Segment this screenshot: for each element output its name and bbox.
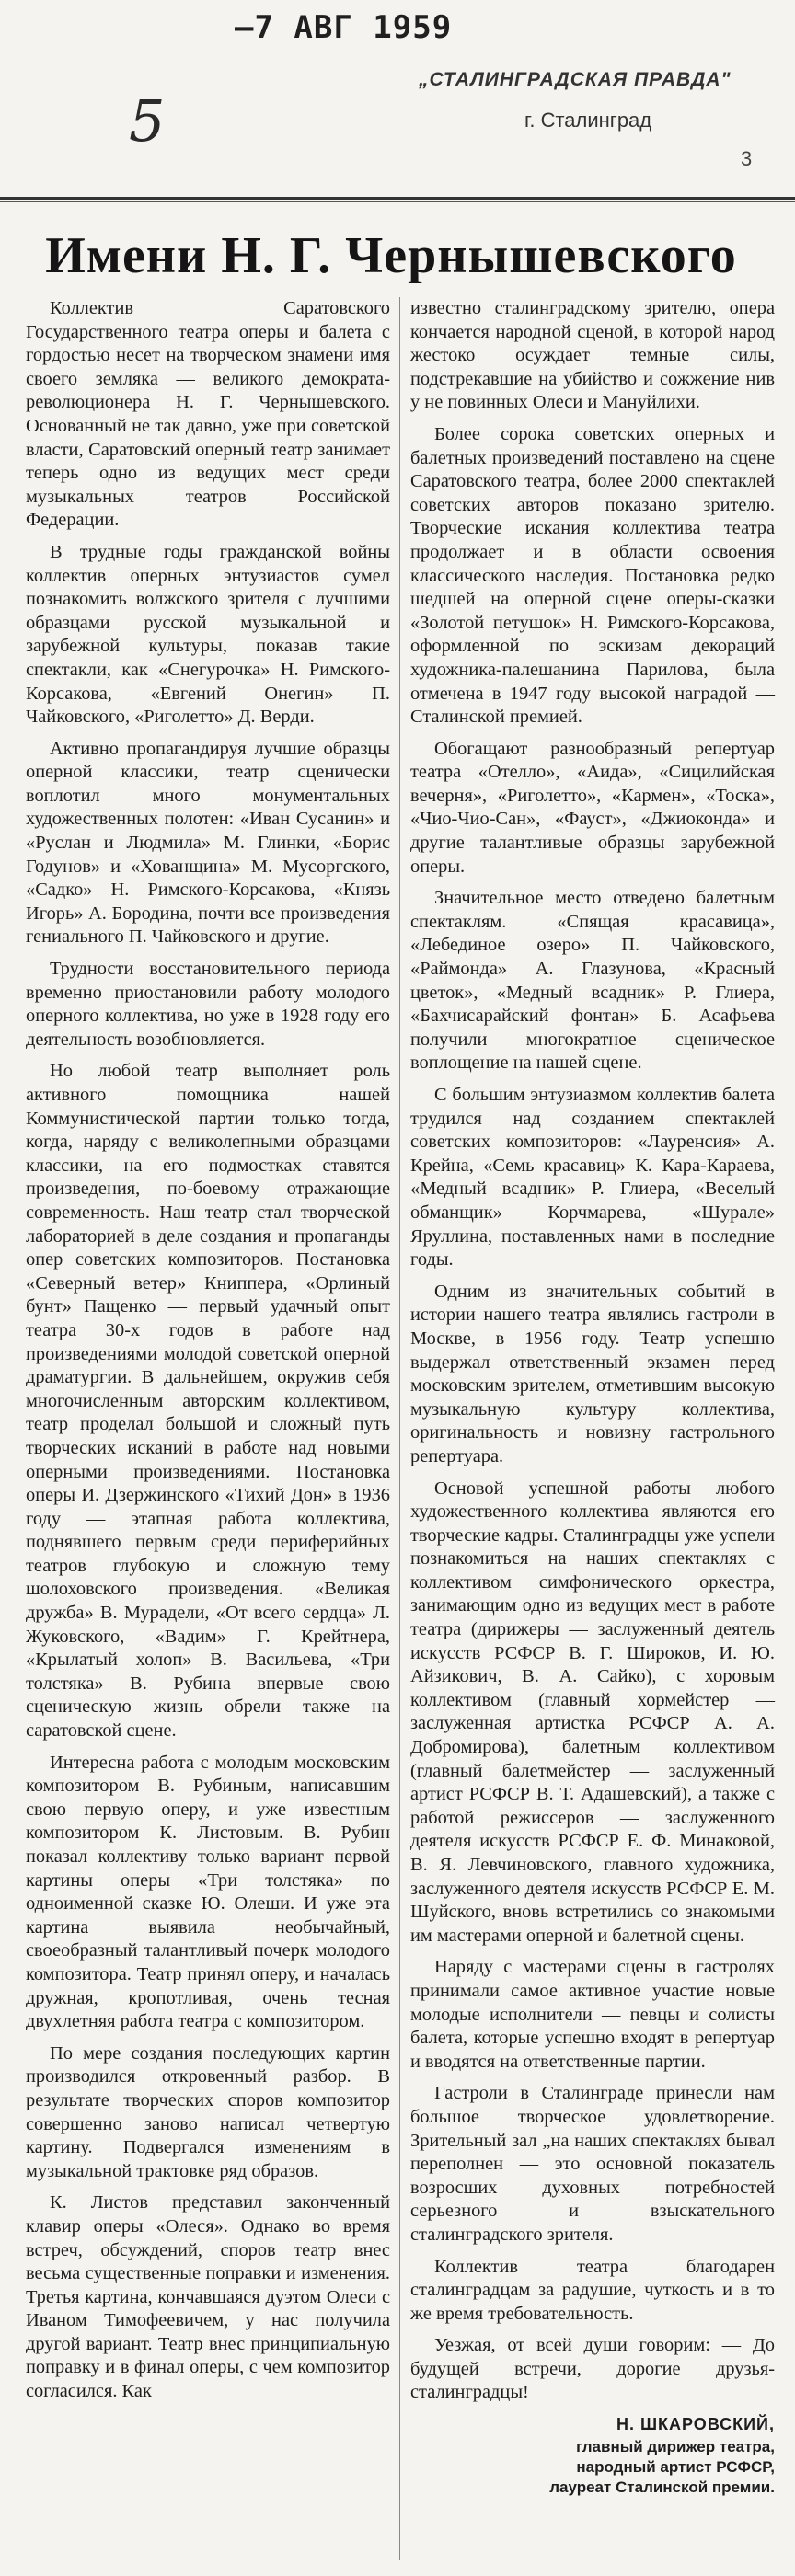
paragraph: Значительное место отведено балетным спектаклям. «Спящая красавица», «Лебединое озеро» П. Чайковского, «Раймонда» А. Глазунова, «Красный цветок», «Медный всадник» Р. Глиера, «Бахчисарайский фонтан» Б. Асафьева получили многократное сценическое воплощение на нашей сцене.: [410, 888, 775, 1074]
author-name: Н. ШКАРОВСКИЙ,: [616, 2415, 775, 2434]
paragraph: В трудные годы гражданской войны коллектив оперных энтузиастов сумел познакомить волжского зрителя с лучшими образцами русской музыкальной и зарубежной культуры, показав такие спектакли, как «Снегурочка» Н. Римского-Корсакова, «Евгений Онегин» П. Чайковского, «Риголетто» Д. Верди.: [26, 541, 390, 728]
date-stamp: —7 АВГ 1959: [235, 9, 453, 46]
author-title: главный дирижер театра,: [576, 2437, 775, 2455]
paragraph: Активно пропагандируя лучшие образцы оперной классики, театр сценически воплотил много монументальных художественных полотен: «Иван Сусанин» и «Руслан и Людмила» М. Глинки, «Борис Годунов» и «Хованщина» М. Мусоргского, «Садко» Н. Римского-Корсакова, «Князь Игорь» А. Бородина, почти все произведения гениального П. Чайковского и другие.: [26, 738, 390, 948]
paragraph: Одним из значительных событий в истории нашего театра являлись гастроли в Москве, в 1956 году. Театр успешно выдержал ответственный экзамен перед московским зрителем, отметившим высокую музыкальную культуру коллектива, оригинальность и новизну гастрольного репертуара.: [410, 1281, 775, 1466]
paragraph: С большим энтузиазмом коллектив балета трудился над созданием спектаклей советских композиторов: «Лауренсия» А. Крейна, «Семь красавиц» К. Кара-Караева, «Медный всадник» Р. Глиера, «Веселый обманщик» Корчмарева, «Шурале» Яруллина, поставленных нами в последние годы.: [410, 1085, 775, 1271]
column-divider: [399, 297, 400, 2560]
paragraph: Более сорока советских оперных и балетных произведений поставлено на сцене Саратовского театра, более 2000 спектаклей советских авторов показано зрителю. Творческие искания коллектива театра продолжает и в области освоения классического наследия. Постановка редко шедшей на оперной сцене оперы-сказки «Золотой петушок» Н. Римского-Корсакова, оформленной по эскизам декораций художника-палешанина Парилова, была отмечена в 1947 году высокой наградой — Сталинской премией.: [410, 423, 775, 728]
paragraph: Гастроли в Сталинграде принесли нам большое творческое удовлетворение. Зрительный зал „на наших спектаклях бывал переполнен — это основной показатель возросших духовных потребностей серьезного и взыскательного сталинградского зрителя.: [410, 2083, 775, 2245]
page-mark: 3: [741, 147, 753, 170]
paragraph: Интересна работа с молодым московским композитором В. Рубиным, написавшим свою первую оперу, и уже известным композитором К. Листовым. В. Рубин показал коллективу только вариант первой картины оперы «Три толстяка» по одноименной сказке Ю. Олеши. И уже эта картина выявила необычайный, своеобразный талантливый почерк молодого композитора. Театр принял оперу, и началась дружная, кропотливая, очень тесная двухлетняя работа театра с композитором.: [26, 1752, 390, 2032]
paragraph: Уезжая, от всей души говорим: — До будущей встречи, дорогие друзья-сталинградцы!: [410, 2335, 775, 2403]
paragraph: Обогащают разнообразный репертуар театра «Отелло», «Аида», «Сицилийская вечерня», «Риголетто», «Кармен», «Тоска», «Чио-Чио-Сан», «Фауст», «Джиоконда» и другие талантливые образцы зарубежной оперы.: [410, 738, 775, 877]
article-column-2: [410, 297, 775, 2498]
author-title: лауреат Сталинской премии.: [549, 2478, 775, 2496]
paragraph: Коллектив Саратовского Государственного театра оперы и балета с гордостью несет на творческом знамени имя своего земляка — великого демократа-революционера Н. Г. Чернышевского. Основанный не так давно, уже при советской власти, Саратовский оперный театр занимает теперь одно из ведущих мест среди музыкальных театров Российской Федерации.: [26, 298, 390, 531]
paragraph: К. Листов представил законченный клавир оперы «Олеся». Однако во время встреч, обсуждений, споров театр внес весьма существенные поправки и изменения. Третья картина, кончавшаяся дуэтом Олеси с Иваном Тимофеевичем, у нас получила другой вариант. Театр внес принципиальную поправку и в финал оперы, с чем композитор согласился. Как: [26, 2192, 390, 2402]
author-title: народный артист РСФСР,: [576, 2457, 775, 2476]
city-line: г. Сталинград: [524, 109, 652, 132]
paragraph: По мере создания последующих картин производился откровенный разбор. В результате творческих споров композитор совершенно заново написал четвертую картину. Подвергался изменениям в музыкальной трактовке ряд образов.: [26, 2042, 390, 2181]
article-title: Имени Н. Г. Чернышевского: [45, 227, 737, 284]
article-column-1: [26, 297, 390, 2412]
paragraph: Наряду с мастерами сцены в гастролях принимали самое активное участие новые молодые исполнители — певцы и солисты балета, которые успешно входят в репертуар и вводятся на ответственные партии.: [410, 1957, 775, 2072]
author-signature: [410, 2413, 775, 2498]
paragraph: Трудности восстановительного периода временно приостановили работу молодого оперного коллектива, но уже в 1928 году его деятельность возобновляется.: [26, 959, 390, 1050]
header-rule: [0, 197, 795, 200]
header-rule-thin: [0, 201, 795, 202]
paragraph: известно сталинградскому зрителю, опера кончается народной сценой, в которой народ жестоко осуждает темные силы, подстрекавшие на убийство и сожжение нив у не повинных Олеси и Мануйлихи.: [410, 298, 775, 413]
newspaper-name: „СТАЛИНГРАДСКАЯ ПРАВДА": [419, 69, 732, 90]
paragraph: Основой успешной работы любого художественного коллектива являются его творческие кадры. Сталинградцы уже успели познакомиться на наших спектаклях с коллективом симфонического оркестра, занимающим одно из ведущих мест в работе театра (дирижеры — заслуженный деятель искусств РСФСР В. Г. Широков, И. Ю. Айзикович, В. А. Сайко), с хоровым коллективом (главный хормейстер — заслуженная артистка РСФСР А. А. Добромирова), балетным коллективом (главный балетмейстер — заслуженный артист РСФСР В. Т. Адашевский), а также с работой режиссеров — заслуженного деятеля искусств РСФСР Е. Ф. Минаковой, В. Я. Левчиновского, главного художника, заслуженного деятеля искусств РСФСР Е. М. Шуйского, вновь встретились со знакомыми им мастерами оперной и балетной сцены.: [410, 1478, 775, 1946]
paragraph: Коллектив театра благодарен сталинградцам за радушие, чуткость и в то же время требовательность.: [410, 2256, 775, 2324]
paragraph: Но любой театр выполняет роль активного помощника нашей Коммунистической партии только тогда, когда, наряду с великолепными образцами классики, на его подмостках ставятся произведения, по-боевому отражающие современность. Наш театр стал творческой лабораторией в деле создания и пропаганды опер советских композиторов. Постановка «Северный ветер» Книппера, «Орлиный бунт» Пащенко — первый удачный опыт театра 30-х годов в работе над произведениями молодой советской оперной драматургии. В дальнейшем, окружив себя многочисленным авторским коллективом, театр проделал большой и сложный путь творческих исканий в работе над новыми оперными произведениями. Постановка оперы И. Дзержинского «Тихий Дон» в 1936 году — этапная работа коллектива, поднявшего первым среди периферийных театров глубокую и сложную тему шолоховского произведения. «Великая дружба» В. Мурадели, «От всего сердца» Л. Жуковского, «Вадим» Г. Крейтнера, «Крылатый холоп» В. Васильева, «Три толстяка» В. Рубина впервые свою сценическую жизнь обрели также на саратовской сцене.: [26, 1061, 390, 1742]
handwritten-number: 5: [129, 87, 166, 155]
